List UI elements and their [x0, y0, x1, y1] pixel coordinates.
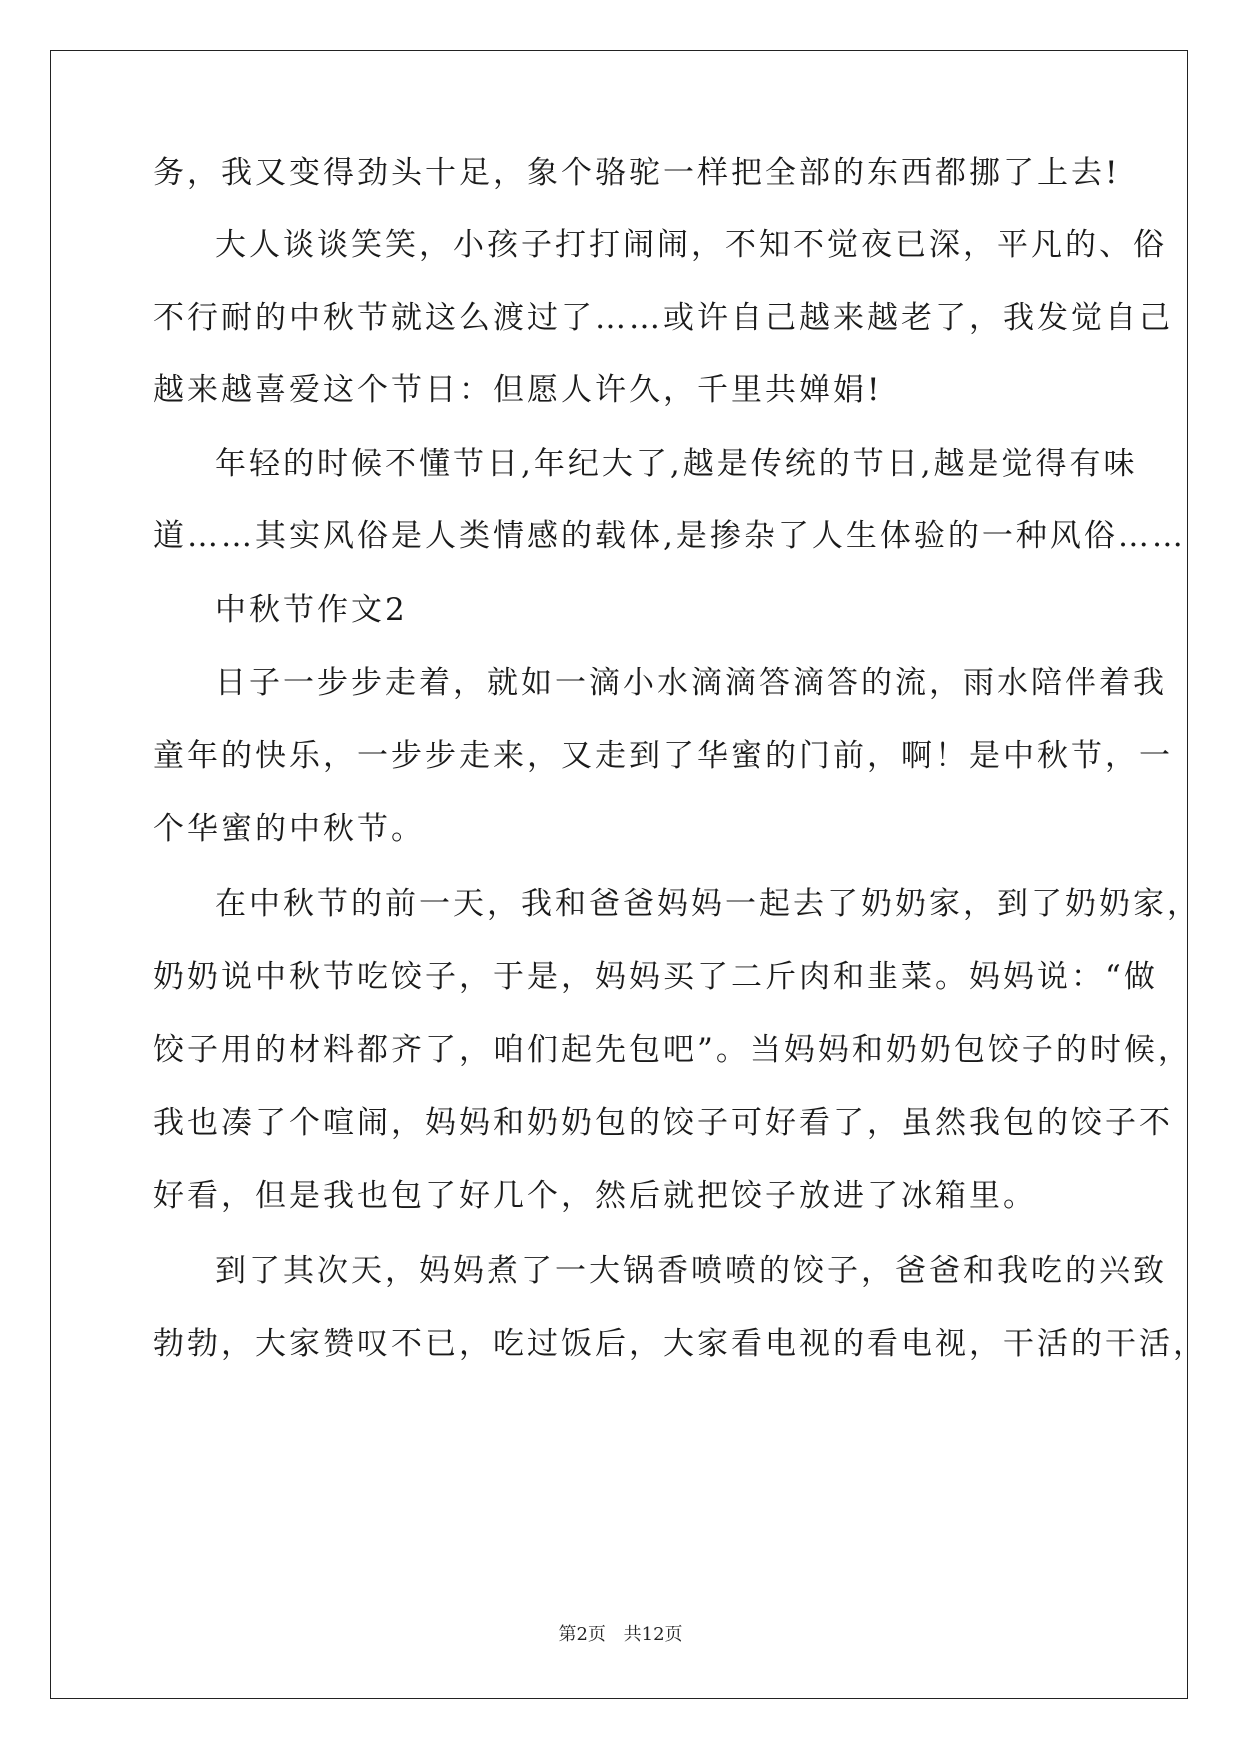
text-line: 大人谈谈笑笑，小孩子打打闹闹，不知不觉夜已深，平凡的、俗 — [215, 227, 1167, 263]
page-footer — [0, 1620, 1241, 1646]
page-total: 共12页 — [623, 1624, 683, 1645]
text-line: 道……其实风俗是人类情感的载体,是掺杂了人生体验的一种风俗…… — [153, 518, 1186, 554]
text-line: 到了其次天，妈妈煮了一大锅香喷喷的饺子，爸爸和我吃的兴致 — [215, 1253, 1167, 1289]
text-line: 奶奶说中秋节吃饺子，于是，妈妈买了二斤肉和韭菜。妈妈说：“做 — [153, 959, 1158, 995]
text-line: 童年的快乐，一步步走来，又走到了华蜜的门前，啊！是中秋节，一 — [153, 738, 1173, 774]
text-line: 日子一步步走着，就如一滴小水滴滴答滴答的流，雨水陪伴着我 — [215, 665, 1167, 701]
text-line: 好看，但是我也包了好几个，然后就把饺子放进了冰箱里。 — [153, 1178, 1037, 1214]
page-number: 第2页 — [558, 1624, 606, 1645]
text-line: 勃勃，大家赞叹不已，吃过饭后，大家看电视的看电视，干活的干活， — [153, 1326, 1207, 1362]
text-line: 务，我又变得劲头十足，象个骆驼一样把全部的东西都挪了上去! — [153, 155, 1121, 191]
text-line: 越来越喜爱这个节日：但愿人许久，千里共婵娟! — [153, 372, 883, 408]
section-heading: 中秋节作文2 — [215, 592, 408, 628]
text-line: 个华蜜的中秋节。 — [153, 811, 425, 847]
text-line: 不行耐的中秋节就这么渡过了……或许自己越来越老了，我发觉自己 — [153, 300, 1173, 336]
text-line: 饺子用的材料都齐了，咱们起先包吧”。当妈妈和奶奶包饺子的时候， — [153, 1032, 1192, 1068]
text-line: 我也凑了个喧闹，妈妈和奶奶包的饺子可好看了，虽然我包的饺子不 — [153, 1105, 1173, 1141]
text-line: 年轻的时候不懂节日,年纪大了,越是传统的节日,越是觉得有味 — [215, 446, 1138, 482]
text-line: 在中秋节的前一天，我和爸爸妈妈一起去了奶奶家，到了奶奶家， — [215, 886, 1201, 922]
